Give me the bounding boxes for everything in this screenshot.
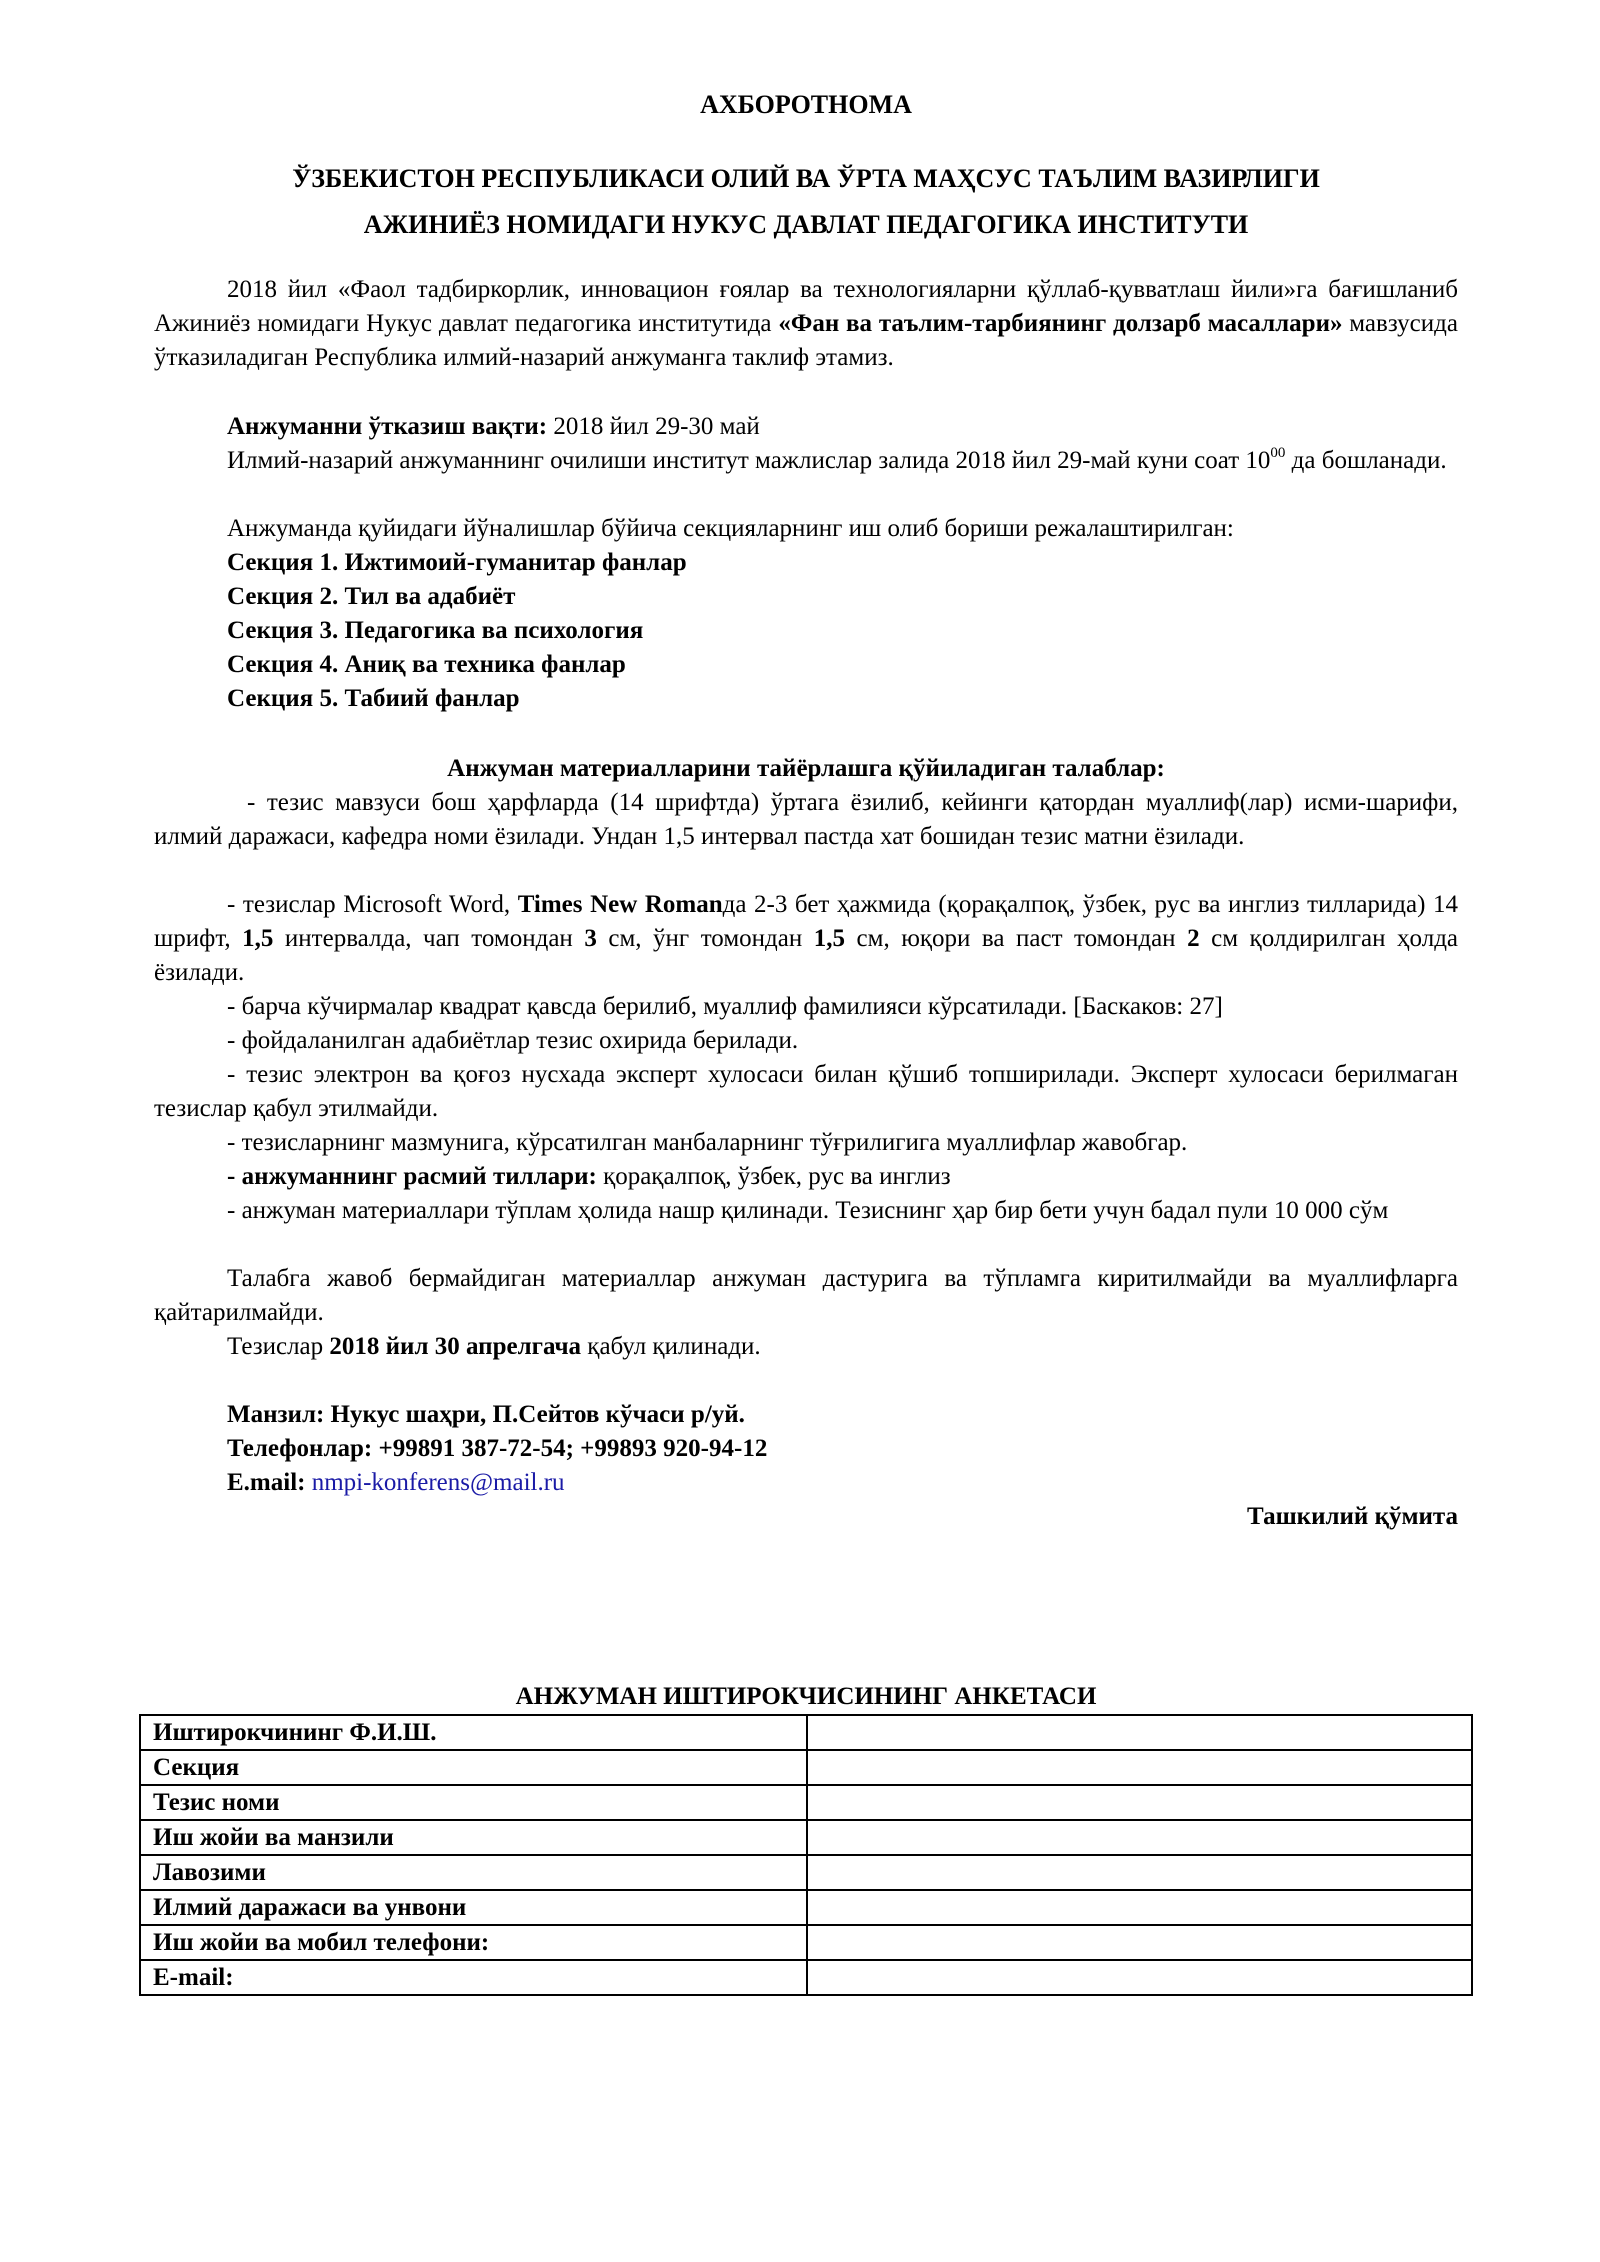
requirements-heading: Анжуман материалларини тайёрлашга қўйиладиган талаблар: [447, 755, 1165, 782]
form-field-label: Секция [140, 1750, 807, 1785]
form-field-value[interactable] [807, 1855, 1472, 1890]
section-item: Секция 3. Педагогика ва психология [227, 617, 644, 644]
req-interval: 1,5 [242, 925, 274, 952]
official-languages-label: - анжуманнинг расмий тиллари: [227, 1163, 597, 1190]
opening-time-sup: 00 [1270, 445, 1286, 461]
doc-title: АХБОРОТНОМА [700, 90, 912, 119]
requirement-item: - барча кўчирмалар квадрат қавсда берилиб, муаллиф фамилияси кўрсатилади. [Баскаков: 27] [227, 993, 1223, 1020]
contact-phones: Телефонлар: +99891 387-72-54; +99893 920-94-12 [227, 1435, 768, 1462]
form-field-label: Лавозими [140, 1855, 807, 1890]
section-item: Секция 4. Аниқ ва техника фанлар [227, 651, 626, 678]
form-field-label: Илмий даражаси ва унвони [140, 1890, 807, 1925]
table-row [140, 1785, 1472, 1820]
official-languages-value: қорақалпоқ, ўзбек, рус ва инглиз [596, 1163, 951, 1190]
section-item: Секция 1. Ижтимоий-гуманитар фанлар [227, 549, 687, 576]
req-text: см қолдирилган ҳолда ёзилади. [154, 925, 1459, 986]
req-text: см, юқори ва паст томондан [845, 925, 1188, 952]
form-field-label: Иш жойи ва мобил телефони: [140, 1925, 807, 1960]
req-left-margin: 3 [584, 925, 597, 952]
form-title: АНЖУМАН ИШТИРОКЧИСИНИНГ АНКЕТАСИ [515, 1683, 1097, 1710]
form-field-value[interactable] [807, 1785, 1472, 1820]
form-field-value[interactable] [807, 1750, 1472, 1785]
conference-topic: «Фан ва таълим-тарбиянинг долзарб масаллари» [778, 310, 1343, 337]
date-label: Анжуманни ўтказиш вақти: [227, 413, 548, 440]
req-text: да 2-3 бет ҳажмида (қорақалпоқ, ўзбек, рус ва инглиз тилларида) 14 шрифт, [154, 891, 1459, 952]
table-row [140, 1855, 1472, 1890]
form-field-label: Иштирокчининг Ф.И.Ш. [140, 1715, 807, 1750]
requirements-note: Талабга жавоб бермайдиган материаллар анжуман дастурига ва тўпламга киритилмайди ва муаллифларга қайтарилмайди. [154, 1265, 1458, 1326]
table-row [140, 1890, 1472, 1925]
table-row [140, 1960, 1472, 1995]
deadline [227, 1330, 761, 1364]
email-label: E.mail: [227, 1469, 306, 1496]
intro-text: 2018 йил «Фаол тадбиркорлик, инновацион ғоялар ва технологияларни қўллаб-қувватлаш йили»га бағишланиб Ажиниёз номидаги Нукус давлат педагогика институтида [154, 276, 1458, 337]
req-font-name: Times New Roman [517, 891, 723, 918]
section-item: Секция 2. Тил ва адабиёт [227, 583, 516, 610]
opening-text: Илмий-назарий анжуманнинг очилиши институт мажлислар залида 2018 йил 29-май куни соат 10 [227, 447, 1271, 474]
deadline-date: 2018 йил 30 апрелгача [329, 1333, 582, 1360]
signature: Ташкилий қўмита [1247, 1503, 1458, 1530]
table-row [140, 1820, 1472, 1855]
ministry-heading: ЎЗБЕКИСТОН РЕСПУБЛИКАСИ ОЛИЙ ВА ЎРТА МАҲСУС ТАЪЛИМ ВАЗИРЛИГИ [292, 164, 1320, 193]
req-top-margin: 2 [1187, 925, 1200, 952]
form-field-value[interactable] [807, 1820, 1472, 1855]
form-field-label: E-mail: [140, 1960, 807, 1995]
contact-email [227, 1466, 565, 1500]
requirement-item [227, 1160, 951, 1194]
date-value: 2018 йил 29-30 май [547, 413, 760, 440]
email-link[interactable]: nmpi-konferens@mail.ru [311, 1469, 565, 1496]
requirement-item: - фойдаланилган адабиётлар тезис охирида берилади. [227, 1027, 799, 1054]
opening-paragraph [154, 444, 1458, 478]
intro-text-tail: мавзусида ўтказиладиган Республика илмий-назарий анжуманга таклиф этамиз. [154, 310, 1458, 371]
form-field-value[interactable] [807, 1890, 1472, 1925]
requirement-item: - анжуман материаллари тўплам ҳолида нашр қилинади. Тезиснинг ҳар бир бети учун бадал пули 10 000 сўм [227, 1197, 1389, 1224]
deadline-text: Тезислар [227, 1333, 330, 1360]
conference-date [227, 410, 760, 444]
contact-address: Манзил: Нукус шаҳри, П.Сейтов кўчаси р/уй. [227, 1401, 745, 1428]
req-text: см, ўнг томондан [596, 925, 814, 952]
requirement-item: - тезис мавзуси бош ҳарфларда (14 шрифтда) ўртага ёзилиб, кейинги қатордан муаллиф(лар) исми-шарифи, илмий даражаси, кафедра номи ёзилади. Ундан 1,5 интервал пастда хат бошидан тезис матни ёзилади. [154, 789, 1458, 850]
form-field-label: Тезис номи [140, 1785, 807, 1820]
form-field-label: Иш жойи ва манзили [140, 1820, 807, 1855]
req-right-margin: 1,5 [813, 925, 845, 952]
form-field-value[interactable] [807, 1715, 1472, 1750]
table-row [140, 1925, 1472, 1960]
section-item: Секция 5. Табиий фанлар [227, 685, 520, 712]
participant-form-table [139, 1714, 1473, 1996]
req-text: интервалда, чап томондан [273, 925, 585, 952]
requirement-item [154, 888, 1458, 990]
opening-tail: да бошланади. [1285, 447, 1447, 474]
form-field-value[interactable] [807, 1960, 1472, 1995]
table-row [140, 1715, 1472, 1750]
req-text: - тезислар Microsoft Word, [227, 891, 518, 918]
form-field-value[interactable] [807, 1925, 1472, 1960]
requirement-item: - тезисларнинг мазмунига, кўрсатилган манбаларнинг тўғрилигига муаллифлар жавобгар. [227, 1129, 1188, 1156]
table-row [140, 1750, 1472, 1785]
requirement-item: - тезис электрон ва қоғоз нусхада эксперт хулосаси билан қўшиб топширилади. Эксперт хулосаси берилмаган тезислар қабул этилмайди. [154, 1061, 1458, 1122]
intro-paragraph [154, 273, 1458, 375]
institute-heading: АЖИНИЁЗ НОМИДАГИ НУКУС ДАВЛАТ ПЕДАГОГИКА ИНСТИТУТИ [363, 210, 1249, 239]
sections-intro: Анжуманда қуйидаги йўналишлар бўйича секцияларнинг иш олиб бориши режалаштирилган: [227, 515, 1234, 542]
deadline-tail: қабул қилинади. [581, 1333, 761, 1360]
